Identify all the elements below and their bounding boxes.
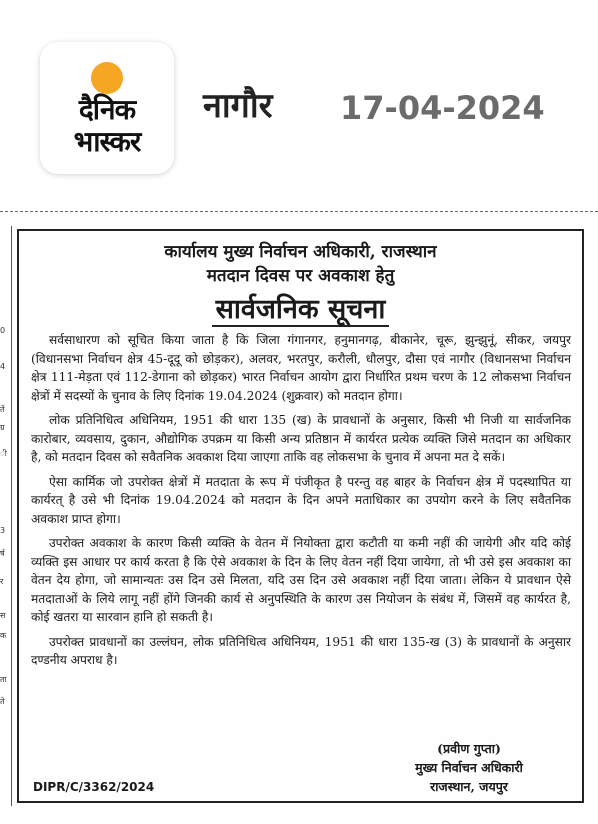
adjacent-column-strip [0, 226, 12, 806]
notice-heading-text: सार्वजनिक सूचना [212, 294, 390, 327]
header-divider [0, 211, 598, 212]
signatory-place: राजस्थान, जयपुर [430, 779, 508, 794]
edition-date: 17-04-2024 [340, 89, 545, 127]
public-notice [17, 229, 584, 803]
strip-fragment: ी [0, 449, 7, 458]
logo-text-line2: भास्कर [73, 125, 141, 158]
strip-fragment: र्ष [0, 549, 5, 558]
dipr-reference: DIPR/C/3362/2024 [33, 780, 155, 794]
office-title: कार्यालय मुख्य निर्वाचन अधिकारी, राजस्थान [164, 242, 437, 262]
dainik-bhaskar-logo[interactable] [40, 42, 174, 174]
notice-paragraph: उपरोक्त प्रावधानों का उल्लंघन, लोक प्रतिनिधित्व अधिनियम, 1951 की धारा 135-ख (3) के प्रावधानों के अनुसार दण्डनीय अपराध है। [31, 634, 571, 667]
notice-paragraph: उपरोक्त अवकाश के कारण किसी व्यक्ति के वेतन में नियोक्ता द्वारा कटौती या कमी नहीं की जायेगी और यदि कोई व्यक्ति इस आधार पर कार्य करता है कि ऐसे अवकाश के दिन के लिए वेतन नहीं दिया जायेगा, तो भी उसे इस अवकाश का वेतन देय होगा, जो सामान्यतः उस दिन उसे मिलता, यदि उस दिन उसे अवकाश नहीं दिया जाता। लेकिन ये प्रावधान ऐसे मतदाताओं के लिये लागू नहीं होंगे जिनकी कार्य से अनुपस्थिति के कारण उस नियोजन के संबंध में, जिसमें वह कार्यरत है, कोई खतरा या सारवान हानि हो सकती है। [31, 536, 571, 624]
strip-fragment: तें [0, 405, 5, 414]
strip-fragment: क [0, 631, 7, 640]
strip-fragment: ते [0, 697, 5, 706]
logo-text-line1: दैनिक [78, 93, 136, 126]
notice-body [31, 331, 571, 676]
notice-paragraph: लोक प्रतिनिधित्व अधिनियम, 1951 की धारा 135 (ख) के प्रावधानों के अनुसार, किसी भी निजी या सार्वजनिक कारोबार, व्यवसाय, दुकान, औद्योगिक उपक्रम या किसी अन्य प्रतिष्ठान में कार्यरत प्रत्येक व्यक्ति जिसे मतदान का अधिकार है, को मतदान दिवस को सवैतनिक अवकाश दिया जाएगा ताकि वह लोकसभा के चुनाव में अपना मत दे सकें। [31, 413, 571, 464]
notice-subtitle: मतदान दिवस पर अवकाश हेतु [206, 266, 395, 286]
sun-icon [91, 62, 123, 94]
strip-fragment: 3 [0, 526, 6, 535]
strip-fragment: स [0, 611, 6, 620]
notice-paragraph: ऐसा कार्मिक जो उपरोक्त क्षेत्रों में मतदाता के रूप में पंजीकृत है परन्तु वह बाहर के निर्वाचन क्षेत्र में पदस्थापित या कार्यरत् है उसे भी दिनांक 19.04.2024 को मतदान के दिन अपने मताधिकार का उपयोग करने के लिए सवैतनिक अवकाश प्राप्त होगा। [31, 474, 571, 526]
signatory-designation: मुख्य निर्वाचन अधिकारी [415, 760, 523, 775]
notice-heading [19, 293, 582, 327]
signature-block [374, 739, 564, 796]
signatory-name: (प्रवीण गुप्ता) [437, 741, 501, 756]
strip-fragment: र [0, 577, 4, 586]
strip-fragment: ता [0, 675, 7, 684]
notice-paragraph: सर्वसाधारण को सूचित किया जाता है कि जिला गंगानगर, हनुमानगढ़, बीकानेर, चूरू, झुन्झुनूं, सीकर, जयपुर (विधानसभा निर्वाचन क्षेत्र 45-दूदू को छोड़कर), अलवर, भरतपुर, करौली, धौलपुर, दौसा एवं नागौर (विधानसभा निर्वाचन क्षेत्र 111-मेड़ता एवं 112-डेगाना को छोड़कर) भारत निर्वाचन आयोग द्वारा निर्धारित प्रथम चरण के 12 लोकसभा निर्वाचन क्षेत्रों में सदस्यों के चुनाव के लिए दिनांक 19.04.2024 (शुक्रवार) को मतदान होगा। [31, 333, 571, 403]
edition-city: नागौर [203, 86, 273, 126]
page-header [0, 0, 598, 180]
strip-fragment: 0 [0, 326, 6, 335]
strip-fragment: ग्र [0, 423, 5, 432]
strip-fragment: 4 [0, 362, 6, 371]
